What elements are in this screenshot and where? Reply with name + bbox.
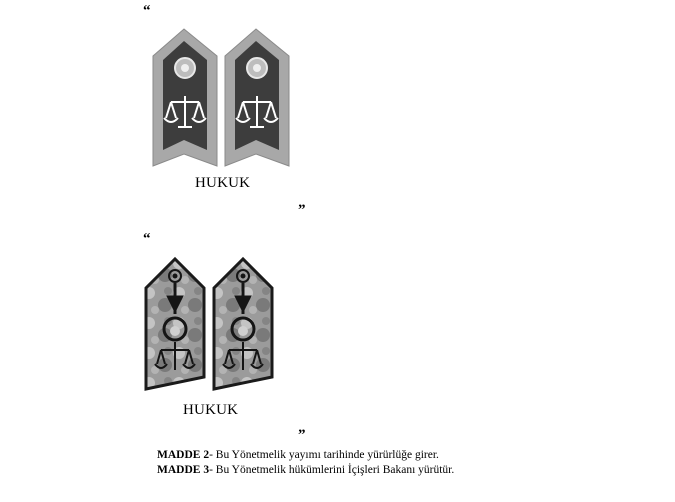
shoulder-board-left [153,29,217,166]
insignia-pair-camouflage [143,256,279,392]
article-text: - Bu Yönetmelik hükümlerini İçişleri Bakanı yürütür. [209,464,455,476]
close-quote: ” [298,427,306,443]
figure-caption: HUKUK [195,175,251,191]
article-text: - Bu Yönetmelik yayımı tarihinde yürürlüğe girer. [209,449,439,461]
open-quote: “ [143,231,151,247]
insignia-pair-plain [150,26,300,168]
close-quote: ” [298,202,306,218]
article-label: MADDE 3 [157,464,210,476]
article-madde-2 [157,448,439,462]
article-madde-3 [157,463,454,477]
shoulder-board-right [214,259,272,389]
shoulder-board-left [146,259,204,389]
shoulder-board-right [225,29,289,166]
article-label: MADDE 2 [157,449,210,461]
figure-caption: HUKUK [183,402,239,418]
open-quote: “ [143,3,151,19]
